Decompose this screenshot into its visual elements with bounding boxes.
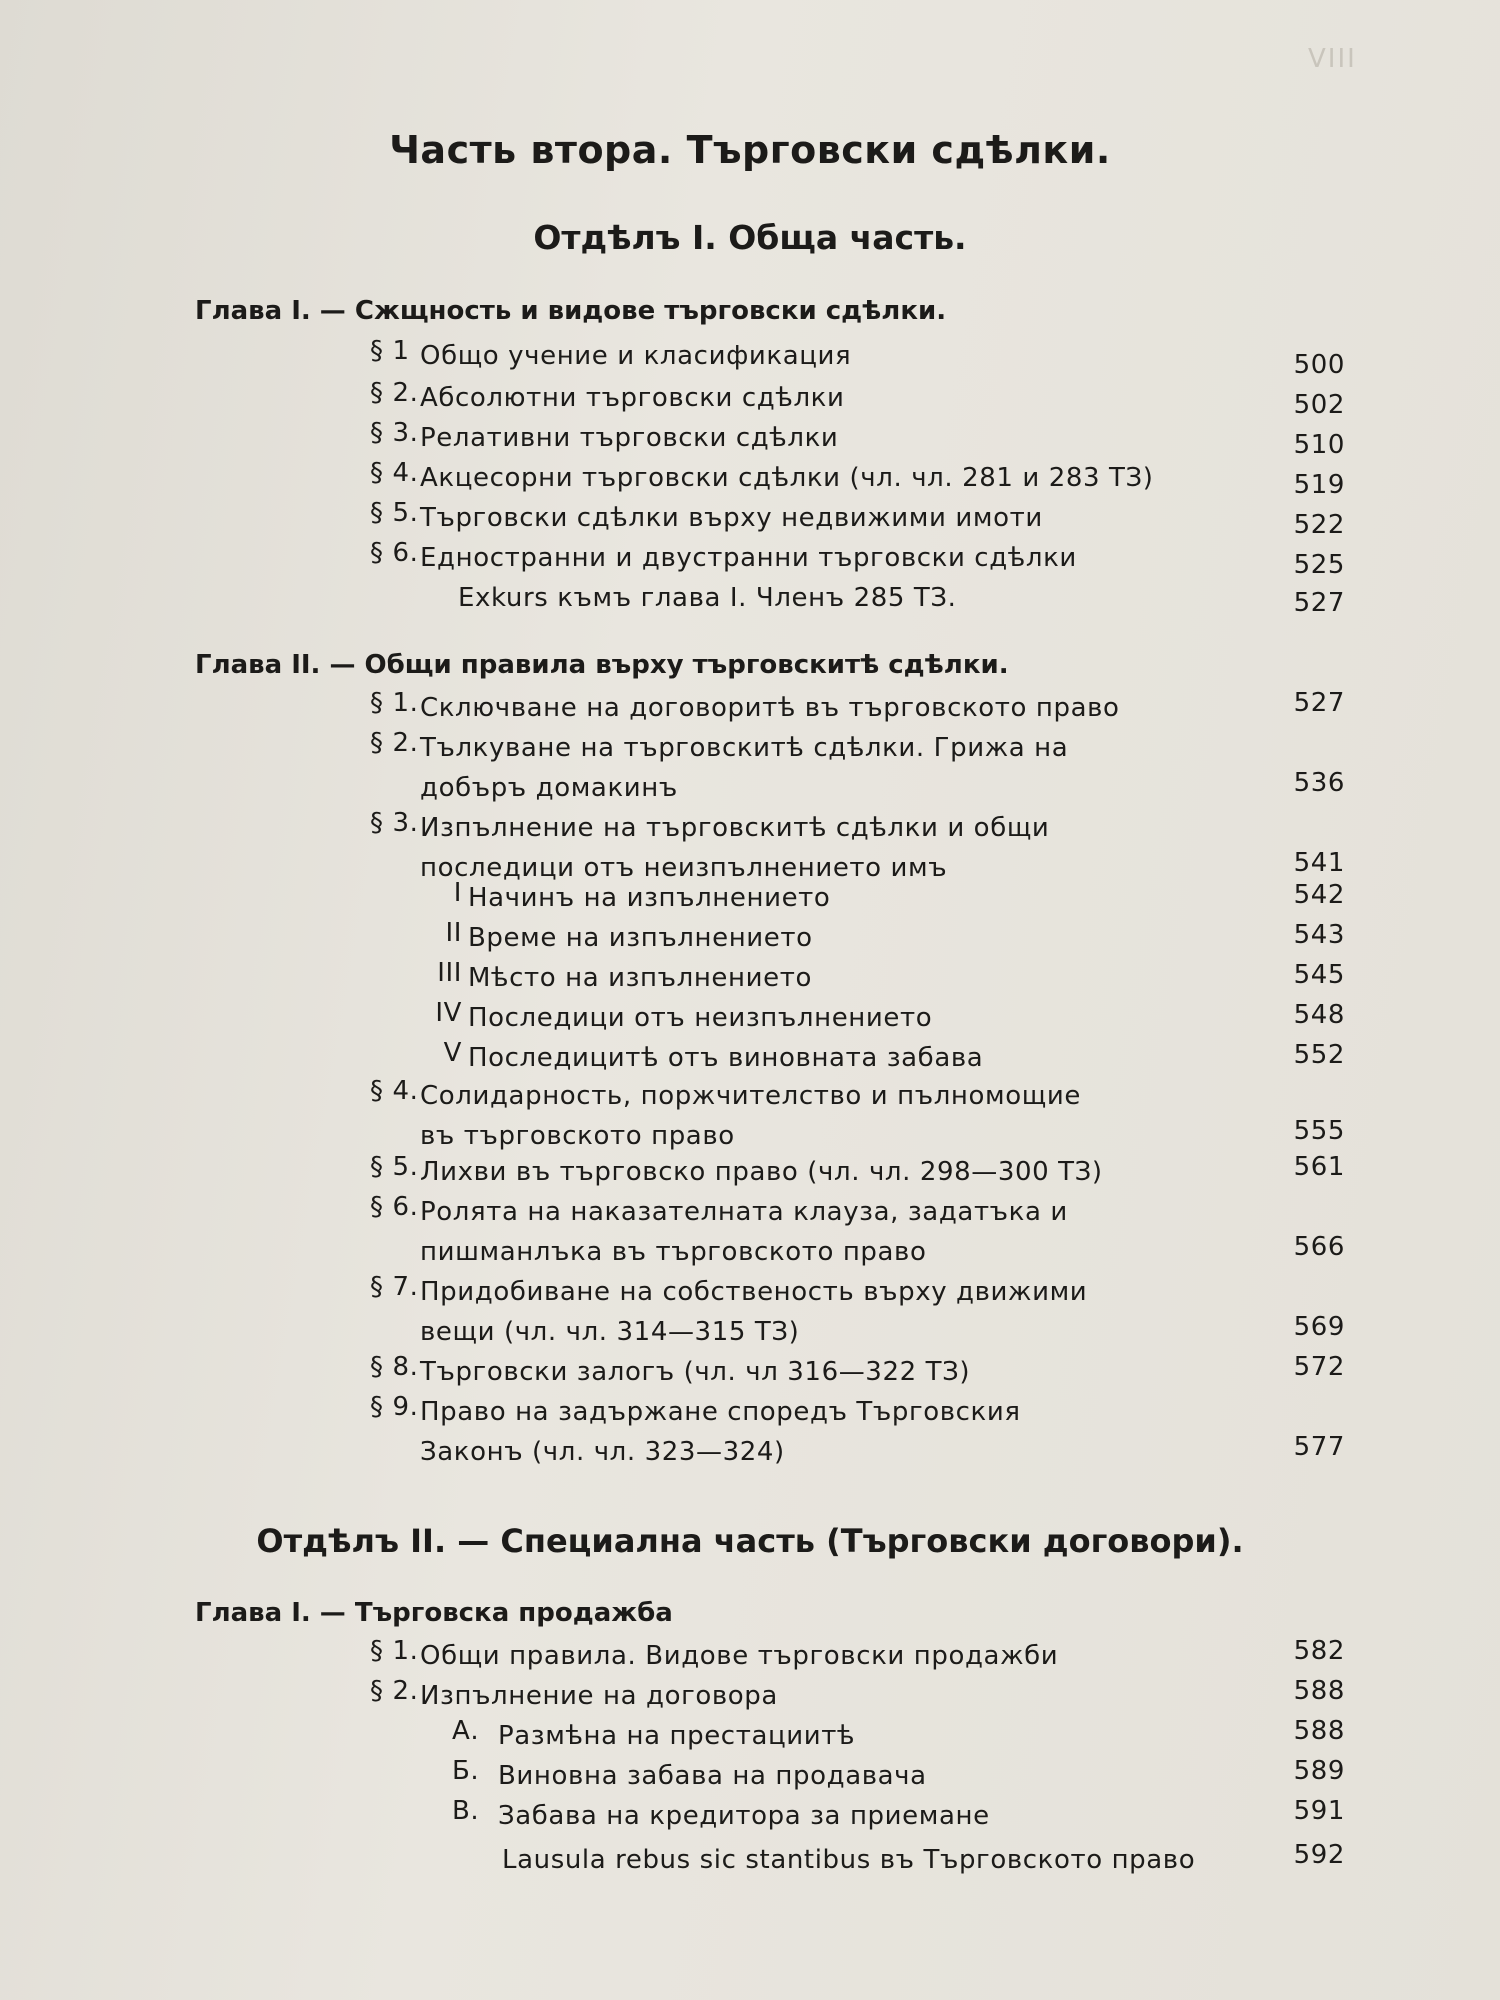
entry-number: § 9. — [370, 1392, 419, 1422]
entry-page: 569 — [1293, 1312, 1345, 1342]
entry-page: 561 — [1293, 1152, 1345, 1182]
entry-number: § 1. — [370, 688, 419, 718]
entry-number: § 5. — [370, 498, 419, 528]
entry-number: § 1. — [370, 1636, 419, 1666]
entry-page: 572 — [1293, 1352, 1345, 1382]
entry-page: 548 — [1293, 1000, 1345, 1030]
entry-page: 588 — [1293, 1676, 1345, 1706]
section-title-2: Отдѣлъ II. — Специална часть (Търговски договори). — [256, 1522, 1244, 1560]
chapter-heading-1-1: Глава I. — Сжщность и видове търговски сдѣлки. — [195, 296, 947, 326]
entry-number: § 2. — [370, 1676, 419, 1706]
entry-title: Забава на кредитора за приемане — [498, 1801, 990, 1831]
entry-title: Последици отъ неизпълнението — [468, 1003, 933, 1033]
entry-title: Търговски сдѣлки върху недвижими имоти — [420, 503, 1043, 533]
entry-number: V — [443, 1038, 462, 1068]
entry-title: Лихви въ търговско право (чл. чл. 298—300 ТЗ) — [420, 1157, 1103, 1187]
entry-title: Ролята на наказателната клауза, задатъка и пишманлъка въ търговското право — [420, 1197, 1068, 1267]
entry-number: § 3. — [370, 808, 419, 838]
section-title-1: Отдѣлъ I. Обща часть. — [533, 218, 967, 257]
entry-title: Мѣсто на изпълнението — [468, 963, 812, 993]
entry-number: § 7. — [370, 1272, 419, 1302]
entry-page: 536 — [1293, 768, 1345, 798]
entry-page: 543 — [1293, 920, 1345, 950]
entry-page: 589 — [1293, 1756, 1345, 1786]
entry-number: § 1 — [370, 336, 410, 366]
entry-page: 588 — [1293, 1716, 1345, 1746]
entry-page: 502 — [1293, 390, 1345, 420]
entry-title: Време на изпълнението — [468, 923, 813, 953]
entry-page: 522 — [1293, 510, 1345, 540]
entry-title: Lausula rebus sic stantibus въ Търговското право — [502, 1845, 1196, 1875]
entry-number: § 5. — [370, 1152, 419, 1182]
entry-number: § 3. — [370, 418, 419, 448]
entry-title: Релативни търговски сдѣлки — [420, 423, 839, 453]
entry-page: 527 — [1293, 688, 1345, 718]
entry-title: Сключване на договоритѣ въ търговското право — [420, 693, 1120, 723]
chapter-heading-1-2: Глава II. — Общи правила върху търговскитѣ сдѣлки. — [195, 650, 1009, 680]
entry-number: I — [453, 878, 462, 908]
entry-page: 510 — [1293, 430, 1345, 460]
entry-number: § 2. — [370, 728, 419, 758]
part-title: Часть втора. Търговски сдѣлки. — [389, 128, 1111, 172]
entry-title: Едностранни и двустранни търговски сдѣлки — [420, 543, 1077, 573]
entry-page: 527 — [1293, 588, 1345, 618]
entry-page: 577 — [1293, 1432, 1345, 1462]
entry-number: § 8. — [370, 1352, 419, 1382]
entry-page: 566 — [1293, 1232, 1345, 1262]
entry-number: II — [445, 918, 462, 948]
entry-title: Акцесорни търговски сдѣлки (чл. чл. 281 и 283 ТЗ) — [420, 463, 1154, 493]
entry-number: § 6. — [370, 1192, 419, 1222]
entry-title: Общи правила. Видове търговски продажби — [420, 1641, 1059, 1671]
entry-title: Последицитѣ отъ виновната забава — [468, 1043, 984, 1073]
entry-title: Солидарность, поржчителство и пълномощие въ търговското право — [420, 1081, 1081, 1151]
entry-number: А. — [452, 1716, 480, 1746]
entry-page: 591 — [1293, 1796, 1345, 1826]
entry-title: Право на задържане споредъ Търговския Законъ (чл. чл. 323—324) — [420, 1397, 1021, 1467]
entry-title: Търговски залогъ (чл. чл 316—322 ТЗ) — [420, 1357, 971, 1387]
entry-page: 545 — [1293, 960, 1345, 990]
entry-number: § 4. — [370, 458, 419, 488]
entry-page: 552 — [1293, 1040, 1345, 1070]
entry-title: Exkurs къмъ глава I. Членъ 285 ТЗ. — [458, 583, 957, 613]
page-number: VIII — [1308, 44, 1357, 74]
entry-number: IV — [435, 998, 462, 1028]
entry-title: Изпълнение на договора — [420, 1681, 778, 1711]
entry-number: § 6. — [370, 538, 419, 568]
entry-page: 500 — [1293, 350, 1345, 380]
chapter-heading-2-1: Глава I. — Търговска продажба — [195, 1598, 673, 1628]
entry-page: 542 — [1293, 880, 1345, 910]
entry-number: § 4. — [370, 1076, 419, 1106]
entry-number: § 2. — [370, 378, 419, 408]
entry-title: Изпълнение на търговскитѣ сдѣлки и общи последици отъ неизпълнението имъ — [420, 813, 1050, 883]
entry-title: Тълкуване на търговскитѣ сдѣлки. Грижа на добъръ домакинъ — [420, 733, 1069, 803]
entry-title: Придобиване на собственость върху движими вещи (чл. чл. 314—315 ТЗ) — [420, 1277, 1088, 1347]
entry-title: Размѣна на престациитѣ — [498, 1721, 856, 1751]
entry-page: 555 — [1293, 1116, 1345, 1146]
entry-page: 525 — [1293, 550, 1345, 580]
entry-title: Начинъ на изпълнението — [468, 883, 831, 913]
entry-title: Виновна забава на продавача — [498, 1761, 927, 1791]
entry-number: III — [437, 958, 462, 988]
entry-page: 592 — [1293, 1840, 1345, 1870]
entry-number: Б. — [452, 1756, 480, 1786]
entry-page: 519 — [1293, 470, 1345, 500]
entry-title: Общо учение и класификация — [420, 341, 852, 371]
entry-number: В. — [452, 1796, 480, 1826]
entry-page: 582 — [1293, 1636, 1345, 1666]
entry-page: 541 — [1293, 848, 1345, 878]
entry-title: Абсолютни търговски сдѣлки — [420, 383, 845, 413]
